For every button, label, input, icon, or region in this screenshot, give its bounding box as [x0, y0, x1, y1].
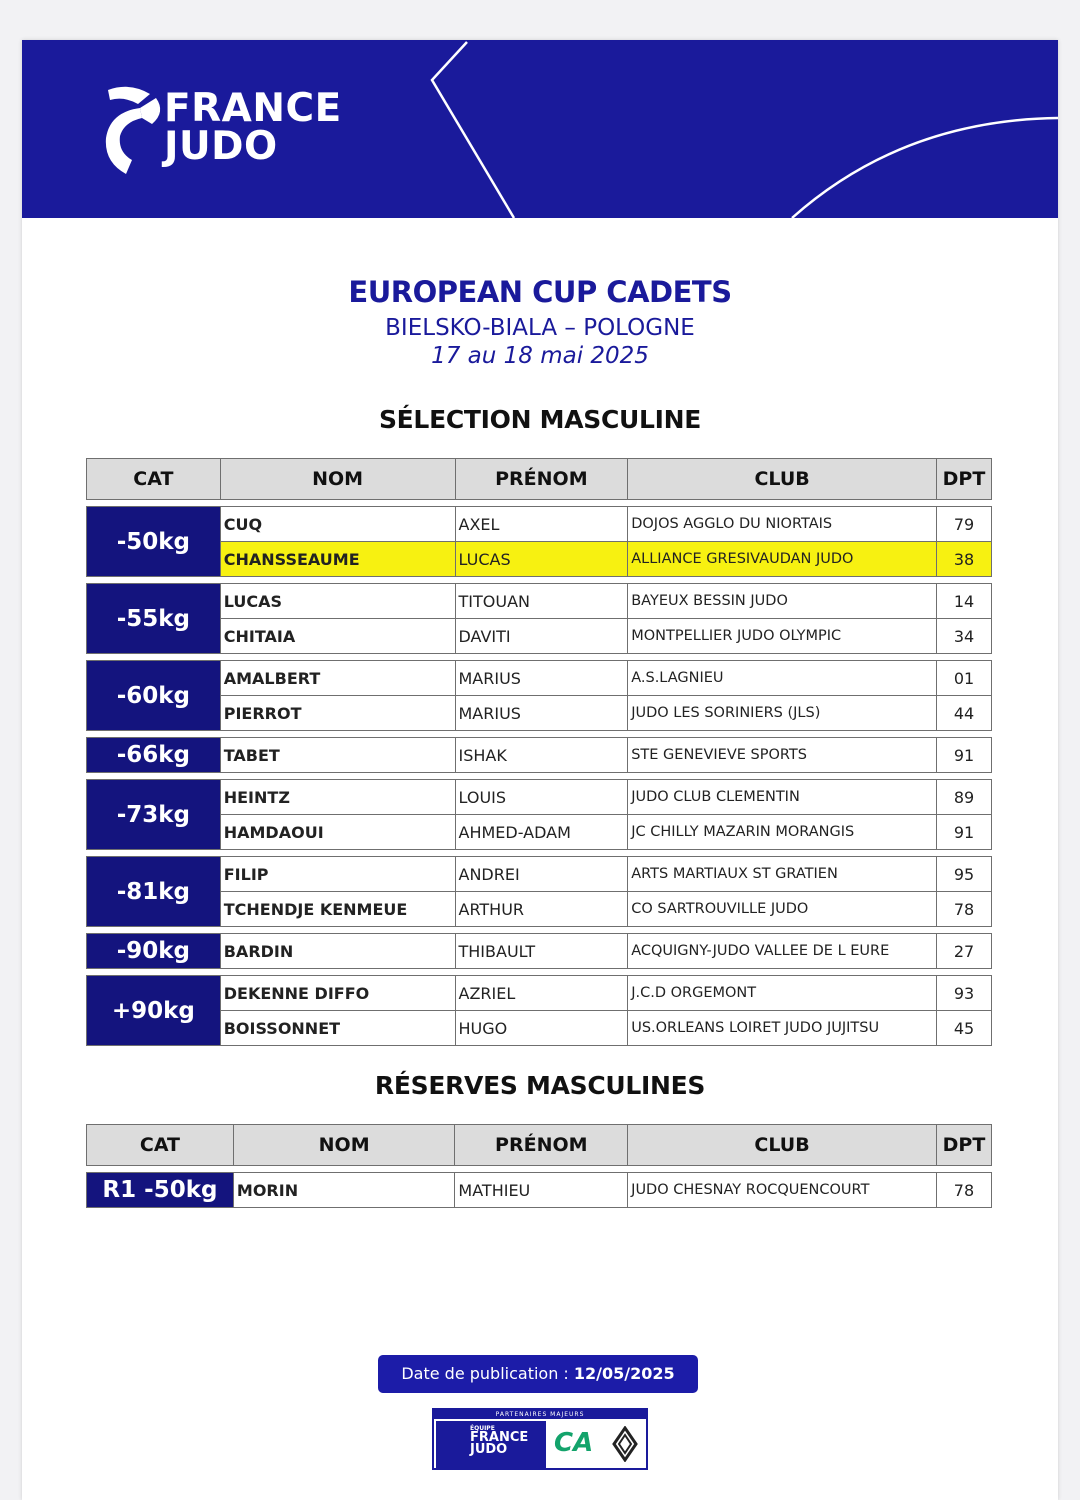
athlete-department: 93: [936, 976, 991, 1011]
partners-caption: PARTENAIRES MAJEURS: [434, 1410, 646, 1419]
table-row: [87, 507, 992, 542]
athlete-surname: CHANSSEAUME: [220, 542, 455, 577]
athlete-club: US.ORLEANS LOIRET JUDO JUJITSU: [628, 1011, 937, 1046]
brand-wordmark: [164, 86, 342, 169]
partners-block: [432, 1408, 648, 1470]
athlete-club: ALLIANCE GRESIVAUDAN JUDO: [628, 542, 937, 577]
col-header-nom: NOM: [233, 1125, 455, 1166]
reserves-table: [86, 1124, 992, 1208]
athlete-department: 89: [936, 780, 991, 815]
weight-category: +90kg: [87, 976, 221, 1046]
athlete-club: ARTS MARTIAUX ST GRATIEN: [628, 857, 937, 892]
selection-header-row: [87, 459, 992, 500]
table-row: [87, 815, 992, 850]
athlete-club: MONTPELLIER JUDO OLYMPIC: [628, 619, 937, 654]
table-row: [87, 1173, 992, 1208]
header-banner: [22, 40, 1058, 218]
document-page: [22, 40, 1058, 1500]
athlete-surname: FILIP: [220, 857, 455, 892]
reserves-header-row: [87, 1125, 992, 1166]
athlete-department: 14: [936, 584, 991, 619]
athlete-surname: TCHENDJE KENMEUE: [220, 892, 455, 927]
team-france-judo-logo: [436, 1421, 546, 1468]
athlete-club: ACQUIGNY-JUDO VALLEE DE L EURE: [628, 934, 937, 969]
table-row: [87, 1011, 992, 1046]
table-row: [87, 584, 992, 619]
weight-category: -81kg: [87, 857, 221, 927]
table-row: [87, 857, 992, 892]
athlete-firstname: MATHIEU: [455, 1173, 628, 1208]
table-row: [87, 542, 992, 577]
team-line1: ÉQUIPE: [470, 1425, 495, 1432]
weight-category: -73kg: [87, 780, 221, 850]
reserves-heading: RÉSERVES MASCULINES: [374, 1071, 706, 1100]
col-header-cat: CAT: [87, 1125, 234, 1166]
athlete-department: 45: [936, 1011, 991, 1046]
renault-diamond-icon: [612, 1426, 638, 1462]
athlete-firstname: AHMED-ADAM: [455, 815, 628, 850]
athlete-surname: MORIN: [233, 1173, 455, 1208]
athlete-club: CO SARTROUVILLE JUDO: [628, 892, 937, 927]
weight-category: -90kg: [87, 934, 221, 969]
brand-line2: JUDO: [164, 124, 278, 169]
col-header-dpt: DPT: [936, 1125, 991, 1166]
selection-table: [86, 458, 992, 1046]
selection-heading: SÉLECTION MASCULINE: [378, 405, 702, 434]
col-header-prenom: PRÉNOM: [455, 1125, 628, 1166]
athlete-club: BAYEUX BESSIN JUDO: [628, 584, 937, 619]
athlete-club: J.C.D ORGEMONT: [628, 976, 937, 1011]
athlete-club: DOJOS AGGLO DU NIORTAIS: [628, 507, 937, 542]
team-line2: FRANCE: [470, 1430, 529, 1445]
athlete-surname: TABET: [220, 738, 455, 773]
france-judo-logo-icon: [100, 82, 170, 178]
athlete-firstname: ARTHUR: [455, 892, 628, 927]
event-title: EUROPEAN CUP CADETS: [348, 275, 732, 309]
brand-line1: FRANCE: [164, 86, 342, 131]
weight-category: -66kg: [87, 738, 221, 773]
table-row: [87, 661, 992, 696]
table-row: [87, 934, 992, 969]
athlete-firstname: MARIUS: [455, 661, 628, 696]
athlete-surname: CUQ: [220, 507, 455, 542]
athlete-club: JUDO CHESNAY ROCQUENCOURT: [628, 1173, 937, 1208]
table-row: [87, 696, 992, 731]
athlete-surname: AMALBERT: [220, 661, 455, 696]
athlete-surname: HEINTZ: [220, 780, 455, 815]
athlete-club: JUDO CLUB CLEMENTIN: [628, 780, 937, 815]
athlete-department: 34: [936, 619, 991, 654]
athlete-department: 79: [936, 507, 991, 542]
athlete-club: STE GENEVIEVE SPORTS: [628, 738, 937, 773]
athlete-firstname: AXEL: [455, 507, 628, 542]
athlete-firstname: DAVITI: [455, 619, 628, 654]
col-header-prenom: PRÉNOM: [455, 459, 628, 500]
col-header-club: CLUB: [628, 459, 937, 500]
table-row: [87, 892, 992, 927]
col-header-club: CLUB: [628, 1125, 937, 1166]
athlete-firstname: LOUIS: [455, 780, 628, 815]
athlete-department: 91: [936, 815, 991, 850]
athlete-department: 44: [936, 696, 991, 731]
credit-agricole-logo: CA: [554, 1428, 594, 1458]
athlete-surname: DEKENNE DIFFO: [220, 976, 455, 1011]
table-row: [87, 619, 992, 654]
athlete-department: 78: [936, 1173, 991, 1208]
table-row: [87, 738, 992, 773]
publication-label: Date de publication :: [401, 1364, 574, 1383]
athlete-surname: BARDIN: [220, 934, 455, 969]
athlete-department: 95: [936, 857, 991, 892]
athlete-firstname: THIBAULT: [455, 934, 628, 969]
athlete-surname: LUCAS: [220, 584, 455, 619]
athlete-surname: HAMDAOUI: [220, 815, 455, 850]
athlete-department: 91: [936, 738, 991, 773]
weight-category: R1 -50kg: [87, 1173, 234, 1208]
col-header-dpt: DPT: [936, 459, 991, 500]
athlete-firstname: AZRIEL: [455, 976, 628, 1011]
weight-category: -60kg: [87, 661, 221, 731]
athlete-firstname: HUGO: [455, 1011, 628, 1046]
athlete-department: 38: [936, 542, 991, 577]
athlete-club: JC CHILLY MAZARIN MORANGIS: [628, 815, 937, 850]
event-dates: 17 au 18 mai 2025: [431, 343, 649, 369]
event-location: BIELSKO-BIALA – POLOGNE: [385, 315, 695, 341]
team-line3: JUDO: [470, 1442, 508, 1457]
athlete-department: 78: [936, 892, 991, 927]
col-header-nom: NOM: [220, 459, 455, 500]
publication-date: 12/05/2025: [573, 1364, 675, 1383]
athlete-surname: CHITAIA: [220, 619, 455, 654]
athlete-firstname: TITOUAN: [455, 584, 628, 619]
col-header-cat: CAT: [87, 459, 221, 500]
table-row: [87, 976, 992, 1011]
athlete-firstname: MARIUS: [455, 696, 628, 731]
athlete-department: 01: [936, 661, 991, 696]
athlete-firstname: LUCAS: [455, 542, 628, 577]
publication-date-badge: [378, 1355, 698, 1393]
athlete-surname: PIERROT: [220, 696, 455, 731]
athlete-surname: BOISSONNET: [220, 1011, 455, 1046]
athlete-department: 27: [936, 934, 991, 969]
athlete-firstname: ANDREI: [455, 857, 628, 892]
athlete-club: A.S.LAGNIEU: [628, 661, 937, 696]
table-row: [87, 780, 992, 815]
weight-category: -55kg: [87, 584, 221, 654]
athlete-firstname: ISHAK: [455, 738, 628, 773]
athlete-club: JUDO LES SORINIERS (JLS): [628, 696, 937, 731]
weight-category: -50kg: [87, 507, 221, 577]
